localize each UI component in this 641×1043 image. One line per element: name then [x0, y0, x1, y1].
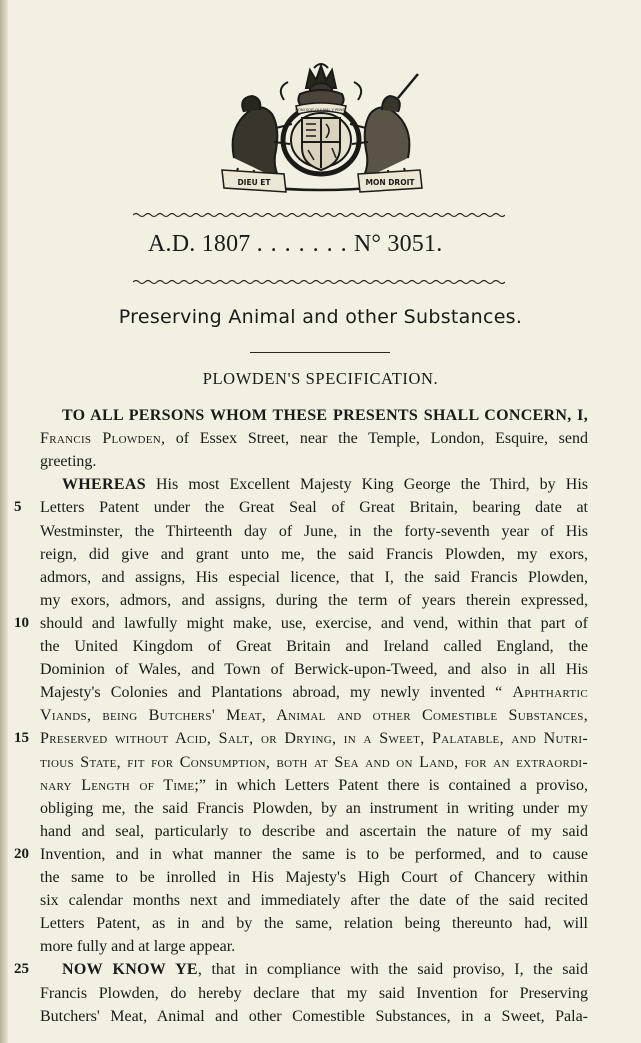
text-segment: should and lawfully might make, use, exercise, and vend, within that part of — [40, 614, 588, 632]
text-line — [40, 427, 588, 450]
text-line — [62, 473, 588, 496]
text-segment: NOW KNOW YE — [62, 961, 198, 979]
text-line — [40, 912, 588, 935]
text-segment: Francis Plowden — [40, 430, 162, 448]
text-segment: Aphthartic — [512, 684, 588, 702]
text-line — [40, 635, 588, 658]
text-line — [62, 404, 588, 427]
text-line — [40, 543, 588, 566]
text-segment: obliging me, the said Francis Plowden, by an instrument in writing under my — [40, 799, 588, 817]
text-segment: Dominion of Wales, and Town of Berwick-upon-Tweed, and also in all His — [40, 661, 588, 679]
text-segment: TO ALL PERSONS WHOM THESE PRESENTS SHALL CONCERN, I, — [62, 407, 588, 424]
text-line — [40, 520, 588, 543]
royal-coat-of-arms-icon — [214, 58, 428, 198]
text-segment: Letters Patent, as in and by the same, relation being thereunto had, will — [40, 915, 588, 933]
text-line — [40, 450, 588, 473]
text-segment: tious State, fit for Consumption, both at Sea and on Land, for an extraordi- — [40, 753, 588, 771]
text-line — [40, 681, 588, 704]
text-segment: six calendar months next and immediately after the date of the said recited — [40, 892, 588, 910]
text-line — [40, 889, 588, 912]
text-segment: , of Essex Street, near the Temple, London, Esquire, send — [161, 430, 588, 448]
text-segment: Westminster, the Thirteenth day of June, in the forty-seventh year of His — [40, 522, 588, 540]
text-segment: Letters Patent under the Great Seal of Great Britain, bearing date at — [40, 499, 588, 517]
text-segment: admors, and assigns, His especial licence, that I, the said Francis Plowden, — [40, 568, 588, 586]
text-line — [40, 566, 588, 589]
line-number: 15 — [14, 730, 29, 747]
text-segment: ;” in which Letters Patent there is contained a proviso, — [194, 776, 589, 794]
line-number: 20 — [14, 845, 29, 862]
text-segment: my exors, admors, and assigns, during the term of years therein expressed, — [40, 591, 588, 609]
page-spine-shadow — [0, 0, 8, 1043]
text-segment: greeting. — [40, 453, 97, 471]
text-segment: reign, did give and grant unto me, the said Francis Plowden, my exors, — [40, 545, 588, 563]
patent-subject: Preserving Animal and other Substances. — [118, 306, 523, 328]
text-line — [40, 589, 588, 612]
text-line — [40, 866, 588, 889]
text-line — [40, 820, 588, 843]
text-segment: the United Kingdom of Great Britain and Ireland called England, the — [40, 638, 588, 655]
line-number: 5 — [14, 499, 22, 516]
motto-left-text: DIEU ET — [237, 178, 271, 187]
patent-year: A.D. 1807 — [148, 231, 251, 257]
text-segment: WHEREAS — [62, 476, 146, 494]
text-line — [40, 658, 588, 681]
patent-number: N° 3051. — [353, 231, 443, 257]
motto-right-text: MON DROIT — [365, 178, 415, 187]
line-number: 10 — [14, 614, 29, 631]
text-line — [40, 982, 588, 1005]
text-line — [40, 727, 588, 750]
line-number: 25 — [14, 961, 29, 978]
text-line — [40, 751, 588, 774]
text-segment: Majesty's Colonies and Plantations abroad, my newly invented “ — [40, 684, 513, 702]
text-segment: Preserved without Acid, Salt, or Drying, in a Sweet, Palatable, and Nutri- — [40, 730, 588, 748]
text-segment: Viands, being Butchers' Meat, Animal and other Comestible Substances, — [40, 707, 588, 725]
text-line — [62, 958, 588, 981]
text-segment: more fully and at large appear. — [40, 938, 236, 956]
text-segment: Butchers' Meat, Animal and other Comestible Substances, in a Sweet, Pala- — [40, 1007, 588, 1025]
text-line — [40, 1005, 588, 1028]
heading-divider — [250, 352, 390, 353]
text-segment: , that in compliance with the said proviso, I, the said — [197, 961, 588, 979]
text-line — [40, 797, 588, 820]
text-segment: Invention, and in what manner the same is to be performed, and to cause — [40, 845, 588, 863]
text-line — [40, 704, 588, 727]
text-segment: hand and seal, particularly to describe and ascertain the nature of my said — [40, 822, 588, 840]
bottom-ornamental-rule — [133, 279, 505, 285]
text-segment: His most Excellent Majesty King George the Third, by His — [145, 476, 588, 494]
text-line — [40, 935, 588, 958]
specification-heading: PLOWDEN'S SPECIFICATION. — [202, 369, 439, 388]
text-segment: the same to be inrolled in His Majesty's High Court of Chancery within — [40, 869, 588, 886]
patent-title-line — [148, 231, 528, 258]
text-line — [40, 612, 588, 635]
text-segment: nary Length of Time — [40, 776, 195, 794]
text-line — [40, 496, 588, 519]
top-ornamental-rule — [133, 212, 505, 218]
text-segment: Francis Plowden, do hereby declare that my said Invention for Preserving — [40, 984, 588, 1002]
garter-motto-text: HONI SOIT QUI MAL Y PENSE — [295, 108, 347, 112]
title-leader-dots: . . . . . . . — [256, 231, 348, 257]
text-line — [40, 774, 588, 797]
text-line — [40, 843, 588, 866]
